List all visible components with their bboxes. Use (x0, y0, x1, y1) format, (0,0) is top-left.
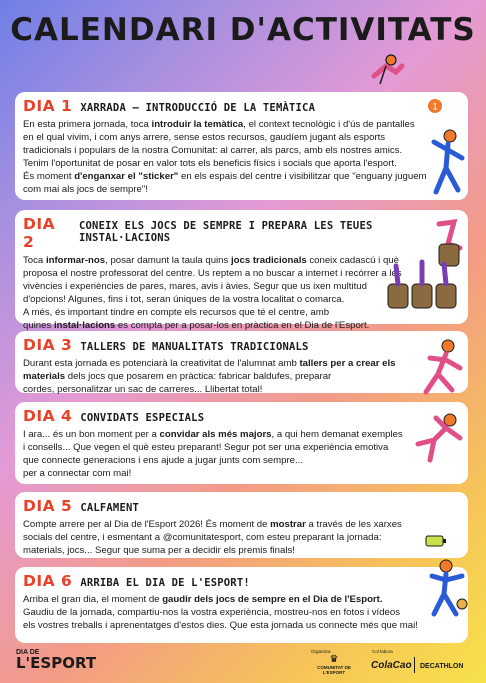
day-card-header (23, 407, 460, 425)
description-line (23, 131, 460, 144)
text-segment: Gaudiu de la jornada, compartiu-nos la vostra experiència, mostreu-nos en fotos i vídeos (23, 607, 401, 618)
text-segment: proposa el nostre professorat del centre. Us reptem a no buscar a internet i recórrer a les (23, 268, 402, 279)
pink-runner-illustration (418, 338, 464, 398)
day-card-header (23, 572, 460, 590)
trophy-icon: ♛ (329, 654, 339, 665)
day-subtitle: TALLERS DE MANUALITATS TRADICIONALS (80, 341, 309, 353)
logo-top-text: DIA DE (16, 649, 40, 656)
text-segment: , a qui hem demanat exemples (271, 429, 403, 440)
description-line (23, 157, 460, 170)
leaping-figure-illustration (410, 410, 466, 466)
day-subtitle: ARRIBA EL DIA DE L'ESPORT! (80, 577, 250, 589)
number-badge-icon (427, 98, 443, 114)
text-segment: Compte arrere per al Dia de l'Esport 2026! És moment de (23, 519, 271, 530)
text-segment: Toca (23, 255, 46, 266)
text-segment: Tenim l'oportunitat de posar en valor tots els beneficis físics i socials que aporta l'esport. (23, 158, 397, 169)
day-card-5 (15, 492, 468, 558)
bold-text-segment: informar-nos (45, 255, 106, 266)
day-description (23, 118, 460, 196)
bold-text-segment: introduir la temàtica (151, 119, 244, 130)
description-line (23, 441, 460, 454)
day-card-header (23, 336, 460, 354)
day-subtitle: XARRADA – INTRODUCCIÓ DE LA TEMÀTICA (80, 102, 316, 114)
day-number: DIA 1 (23, 97, 73, 115)
day-number: DIA 2 (23, 215, 56, 251)
text-segment: socials del centre, i esmentant a @comunitatesport, com esteu preparant la jornada: (23, 532, 382, 543)
text-segment: coneix cadascú i què (306, 255, 399, 266)
day-number: DIA 3 (23, 336, 73, 354)
day-card-header (23, 97, 460, 115)
bold-text-segment: instal·lacions (53, 320, 116, 331)
text-segment: que connecte generacions i ens ajude a jugar junts com sempre... (23, 455, 303, 466)
text-segment: En esta primera jornada, toca (23, 119, 152, 130)
blue-dancing-figure-illustration (428, 128, 468, 198)
day-subtitle: CALFAMENT (80, 502, 140, 514)
text-segment: a través de les xarxes (305, 519, 402, 530)
footer (0, 643, 486, 683)
organitza-logo (309, 655, 359, 675)
text-segment: És moment (23, 171, 75, 182)
day-subtitle: CONEIX ELS JOCS DE SEMPRE I PREPARA LES TEUES INSTAL·LACIONS (79, 220, 373, 244)
footer-divider (414, 657, 415, 673)
text-segment: per a connectar com mai! (23, 468, 132, 479)
bold-text-segment: d'enganxar el "sticker" (74, 171, 179, 182)
text-segment: vivències i experiències de pares, mares, avis i àvies. Segur que us ixen multitud (23, 281, 367, 292)
text-segment: i consells... Que vegen el què esteu preparant! Segur pot ser una experiència emotiva (23, 442, 389, 453)
day-card-4 (15, 402, 468, 484)
day-card-6 (15, 567, 468, 643)
description-line (23, 118, 460, 131)
text-segment: , el context tecnològic i d'ús de pantalles (243, 119, 415, 130)
day-card-1 (15, 92, 468, 200)
description-line (23, 357, 460, 370)
day-card-header (23, 497, 460, 515)
organitza-name: COMUNITAT DE L'ESPORT (317, 665, 351, 675)
text-segment: Arriba el gran dia, el moment de (23, 594, 163, 605)
text-segment: els vostres treballs i aprenentatges d'estos dies. Que esta jornada us connecte més que mai! (23, 620, 418, 631)
description-line (23, 370, 460, 383)
bold-text-segment: jocs tradicionals (230, 255, 307, 266)
bold-text-segment: convidar als més majors (159, 429, 272, 440)
text-segment: materials, jocs... Segur que suma per a decidir els premis finals! (23, 545, 295, 556)
page-title: CALENDARI D'ACTIVITATS (10, 12, 476, 48)
text-segment: cordes, personalitzar un sac de carreres... Llibertat total! (23, 384, 263, 395)
organitza-label: Organitza (311, 649, 331, 654)
text-segment: dels jocs que posarem en pràctica: fabricar baldufes, preparar (65, 371, 332, 382)
sack-race-illustration (384, 214, 466, 314)
colacao-logo: ColaCao (371, 660, 412, 671)
text-segment: tradicionals i populars de la nostra Comunitat: al carrer, als parcs, amb els nostres amics. (23, 145, 403, 156)
text-segment: quines (23, 320, 54, 331)
dia-de-lesport-logo (16, 647, 97, 672)
badge-number: 1 (432, 101, 438, 112)
text-segment: , posar damunt la taula quins (105, 255, 231, 266)
day-description (23, 357, 460, 396)
jumping-figure-illustration (366, 52, 406, 92)
logo-bottom-text: L'ESPORT (16, 654, 97, 672)
description-line (23, 619, 460, 632)
description-line (23, 144, 460, 157)
description-line (23, 428, 460, 441)
day-number: DIA 5 (23, 497, 73, 515)
day-description (23, 593, 460, 632)
bold-text-segment: mostrar (270, 519, 306, 530)
description-line (23, 383, 460, 396)
description-line (23, 467, 460, 480)
text-segment: Durant esta jornada es potenciarà la creativitat de l'alumnat amb (23, 358, 300, 369)
day-card-3 (15, 331, 468, 393)
text-segment: es compta per a posar-los en pràctica en el Dia de l'Esport. (115, 320, 370, 331)
description-line (23, 593, 460, 606)
description-line (23, 518, 460, 531)
description-line (23, 170, 460, 183)
colabora-label: Col·labora (372, 649, 393, 654)
day-number: DIA 4 (23, 407, 73, 425)
description-line (23, 183, 460, 196)
text-segment: com mai als jocs de sempre"! (23, 184, 148, 195)
text-segment: d'opcions! Algunes, fins i tot, seran úniques de la vostra localitat o comarca. (23, 294, 345, 305)
text-segment: I ara... és un bon moment per a (23, 429, 160, 440)
text-segment: en els espais del centre i visibilitzar que "enguany juguem (178, 171, 427, 182)
blue-pink-figure-illustration (424, 558, 468, 618)
description-line (23, 544, 460, 557)
day-description (23, 428, 460, 480)
day-description (23, 518, 460, 557)
description-line (23, 606, 460, 619)
bold-text-segment: materials (23, 371, 66, 382)
text-segment: en el qual vivim, i com anys arrere, sense estos recursos, gaudíem jugant als esports (23, 132, 386, 143)
description-line (23, 454, 460, 467)
battery-icon (425, 534, 447, 548)
bold-text-segment: gaudir dels jocs de sempre en el Dia de l'Esport. (162, 594, 383, 605)
text-segment: A més, és important tindre en compte els recursos que té el centre, amb (23, 307, 330, 318)
bold-text-segment: tallers per a crear els (299, 358, 396, 369)
decathlon-logo: DECATHLON (420, 663, 464, 670)
description-line (23, 531, 460, 544)
day-subtitle: CONVIDATS ESPECIALS (80, 412, 205, 424)
day-number: DIA 6 (23, 572, 73, 590)
